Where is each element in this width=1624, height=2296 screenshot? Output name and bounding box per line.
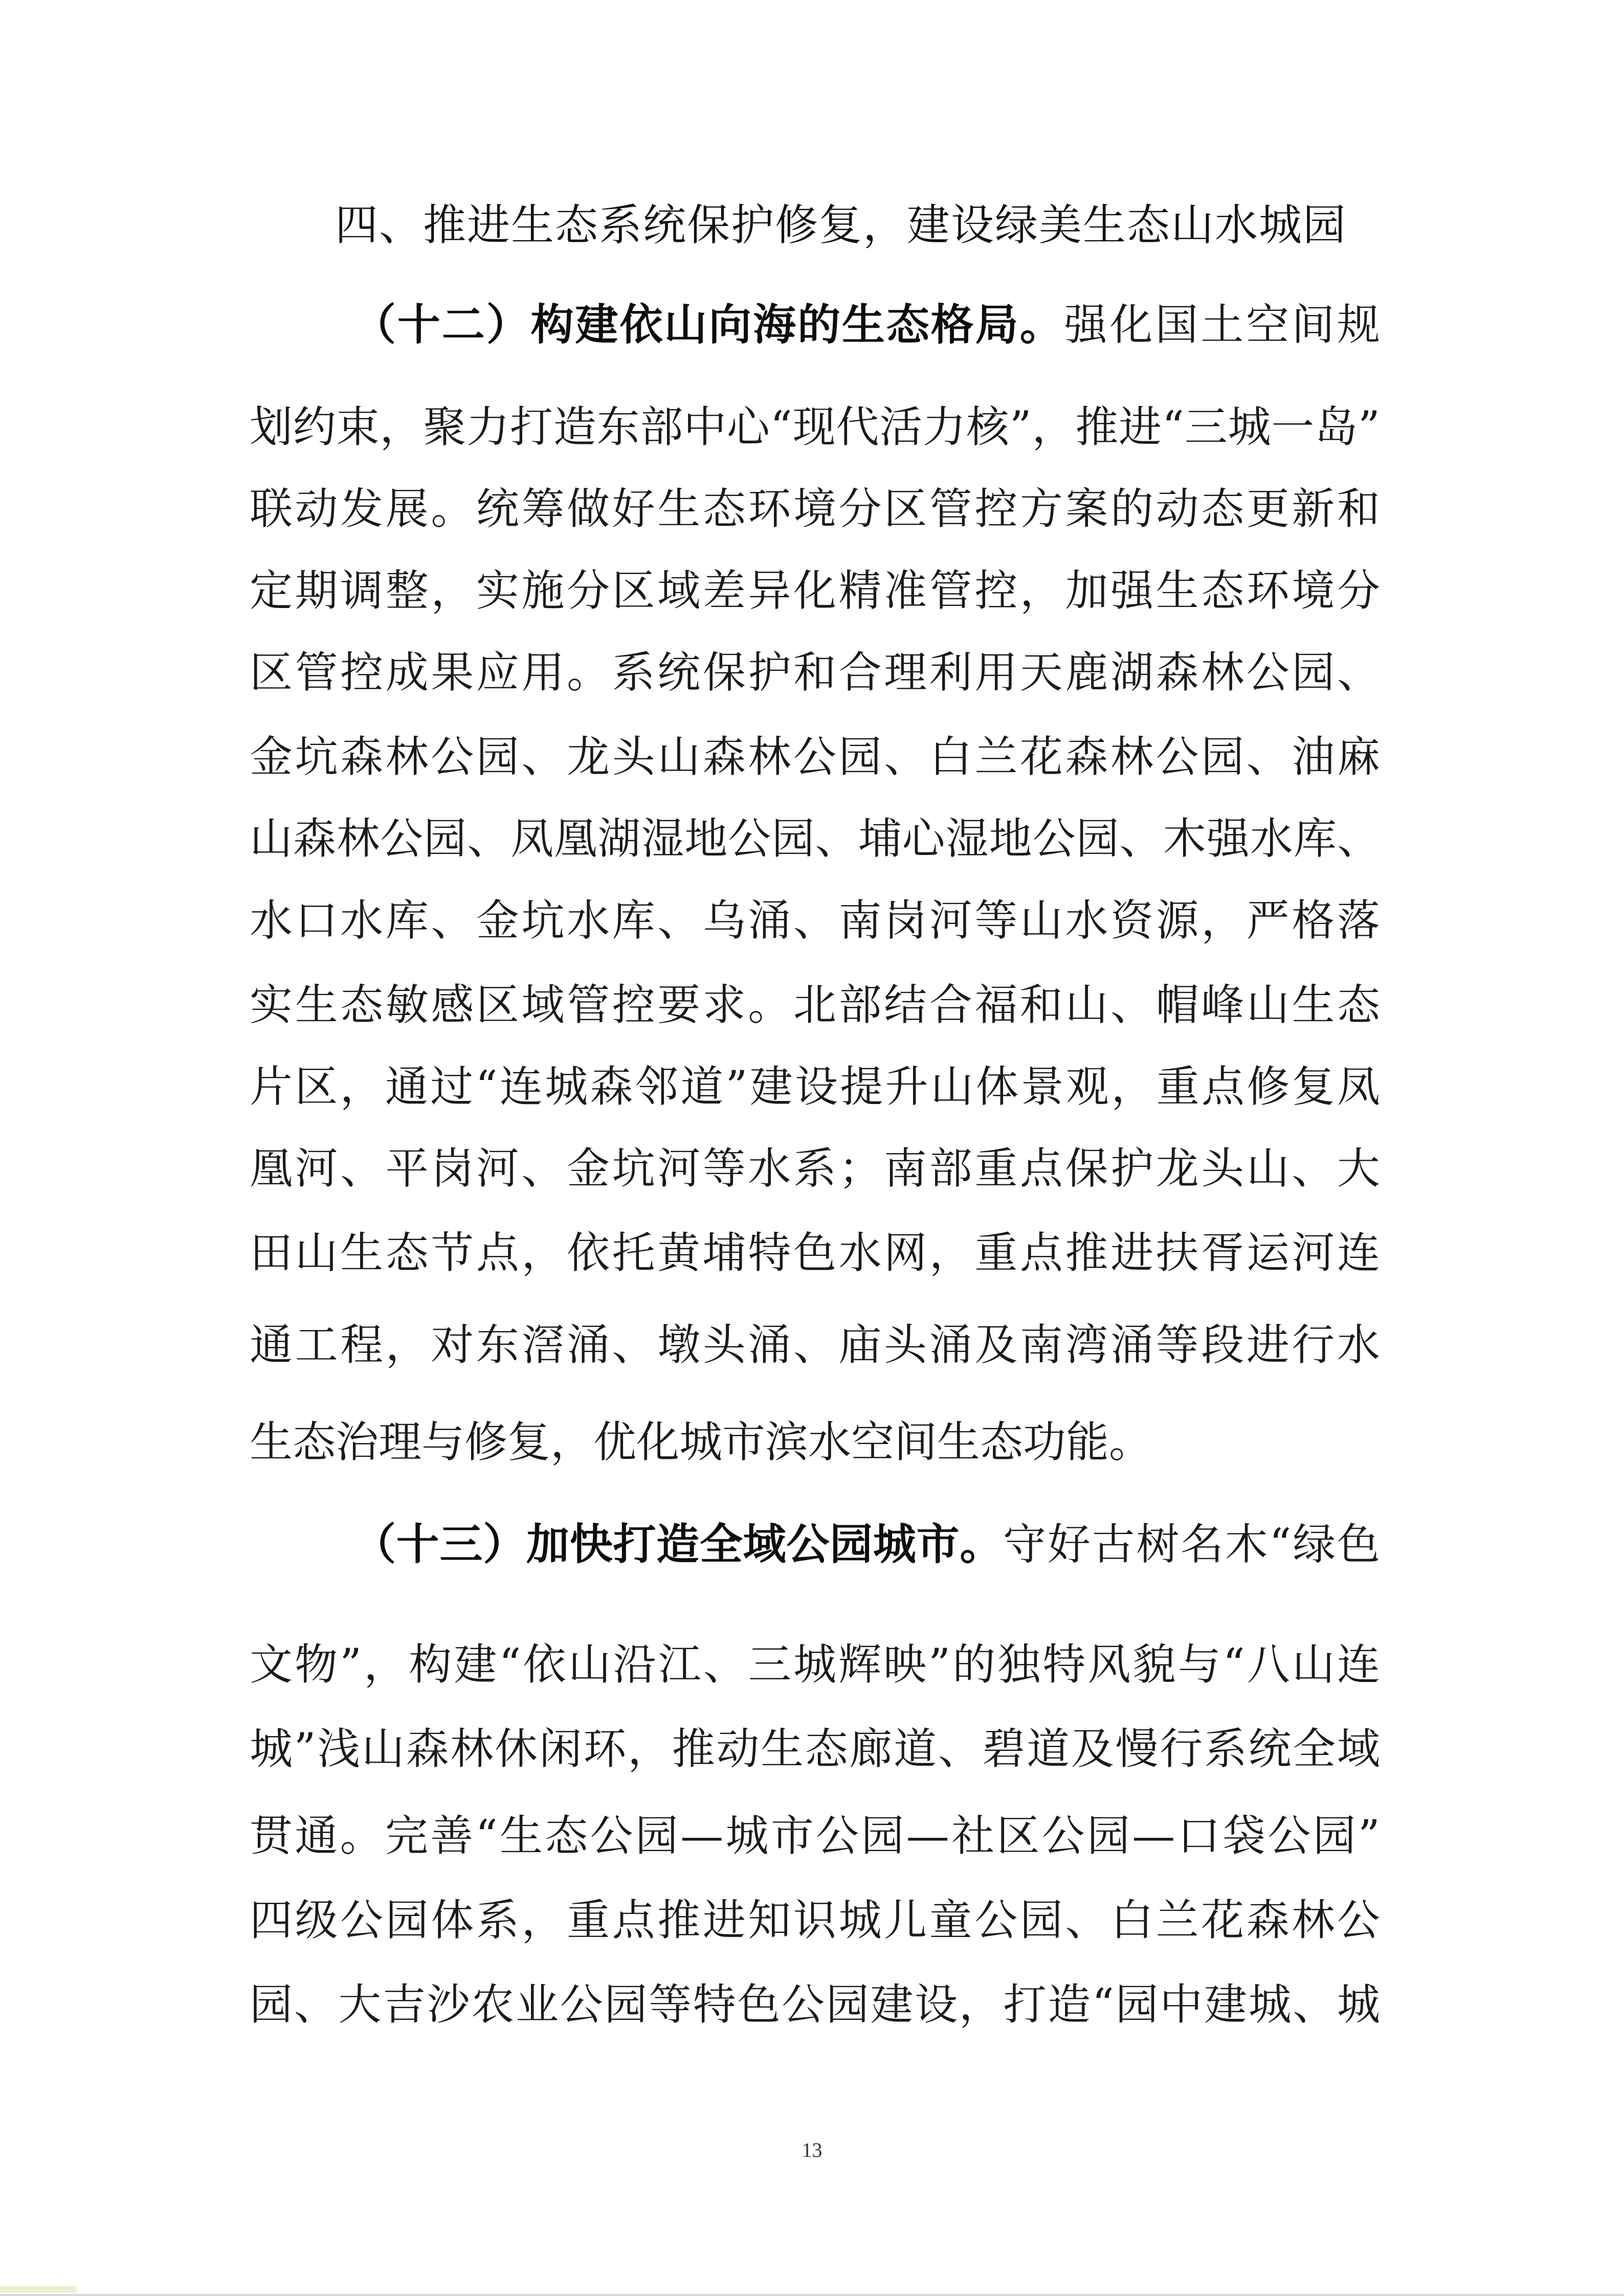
paragraph-12-first-line [353, 294, 1380, 355]
paragraph-13-title: （十三）加快打造全域公园城市。 [353, 1519, 1004, 1569]
paragraph-12-line: 定期调整，实施分区域差异化精准管控，加强生态环境分 [250, 566, 1380, 616]
paragraph-12-line: 水口水库、金坑水库、乌涌、南岗河等山水资源，严格落 [250, 895, 1380, 946]
scan-edge-mark [0, 2286, 77, 2293]
section-heading: 四、推进生态系统保护修复，建设绿美生态山水城园 [335, 200, 1347, 250]
paragraph-12-line: 实生态敏感区域管控要求。北部结合福和山、帽峰山生态 [250, 980, 1380, 1030]
paragraph-12-line: 片区，通过“连城森邻道”建设提升山体景观，重点修复凤 [250, 1062, 1380, 1112]
paragraph-13-line: 文物”，构建“依山沿江、三城辉映”的独特风貌与“八山连 [250, 1639, 1380, 1690]
paragraph-13-first-line [353, 1514, 1380, 1575]
paragraph-12-line: 金坑森林公园、龙头山森林公园、白兰花森林公园、油麻 [250, 732, 1380, 782]
paragraph-12-line: 生态治理与修复，优化城市滨水空间生态功能。 [250, 1417, 1152, 1467]
paragraph-12-line: 区管控成果应用。系统保护和合理利用天鹿湖森林公园、 [250, 647, 1380, 697]
paragraph-12-line: 凰河、平岗河、金坑河等水系；南部重点保护龙头山、大 [250, 1143, 1380, 1194]
paragraph-13-line: 城”浅山森林休闲环，推动生态廊道、碧道及慢行系统全域 [250, 1724, 1380, 1774]
paragraph-13-first-line-text: 守好古树名木“绿色 [1003, 1519, 1380, 1569]
page-number: 13 [802, 2139, 822, 2162]
paragraph-12-line: 山森林公园、凤凰湖湿地公园、埔心湿地公园、木强水库、 [250, 814, 1380, 864]
paragraph-13-line: 四级公园体系，重点推进知识城儿童公园、白兰花森林公 [250, 1895, 1380, 1945]
paragraph-12-line: 通工程，对东滘涌、墩头涌、庙头涌及南湾涌等段进行水 [250, 1320, 1380, 1370]
paragraph-12-line: 田山生态节点，依托黄埔特色水网，重点推进扶胥运河连 [250, 1228, 1380, 1278]
paragraph-12-line: 联动发展。统筹做好生态环境分区管控方案的动态更新和 [250, 484, 1380, 534]
paragraph-12-title: （十二）构建依山向海的生态格局。 [353, 300, 1064, 350]
paragraph-12-first-line-text: 强化国土空间规 [1064, 300, 1380, 350]
paragraph-13-line: 园、大吉沙农业公园等特色公园建设，打造“园中建城、城 [250, 1979, 1380, 2030]
paragraph-13-line: 贯通。完善“生态公园—城市公园—社区公园—口袋公园” [250, 1811, 1380, 1861]
scan-edge-rule [0, 2294, 1624, 2296]
paragraph-12-line: 划约束，聚力打造东部中心“现代活力核”，推进“三城一岛” [250, 402, 1380, 452]
